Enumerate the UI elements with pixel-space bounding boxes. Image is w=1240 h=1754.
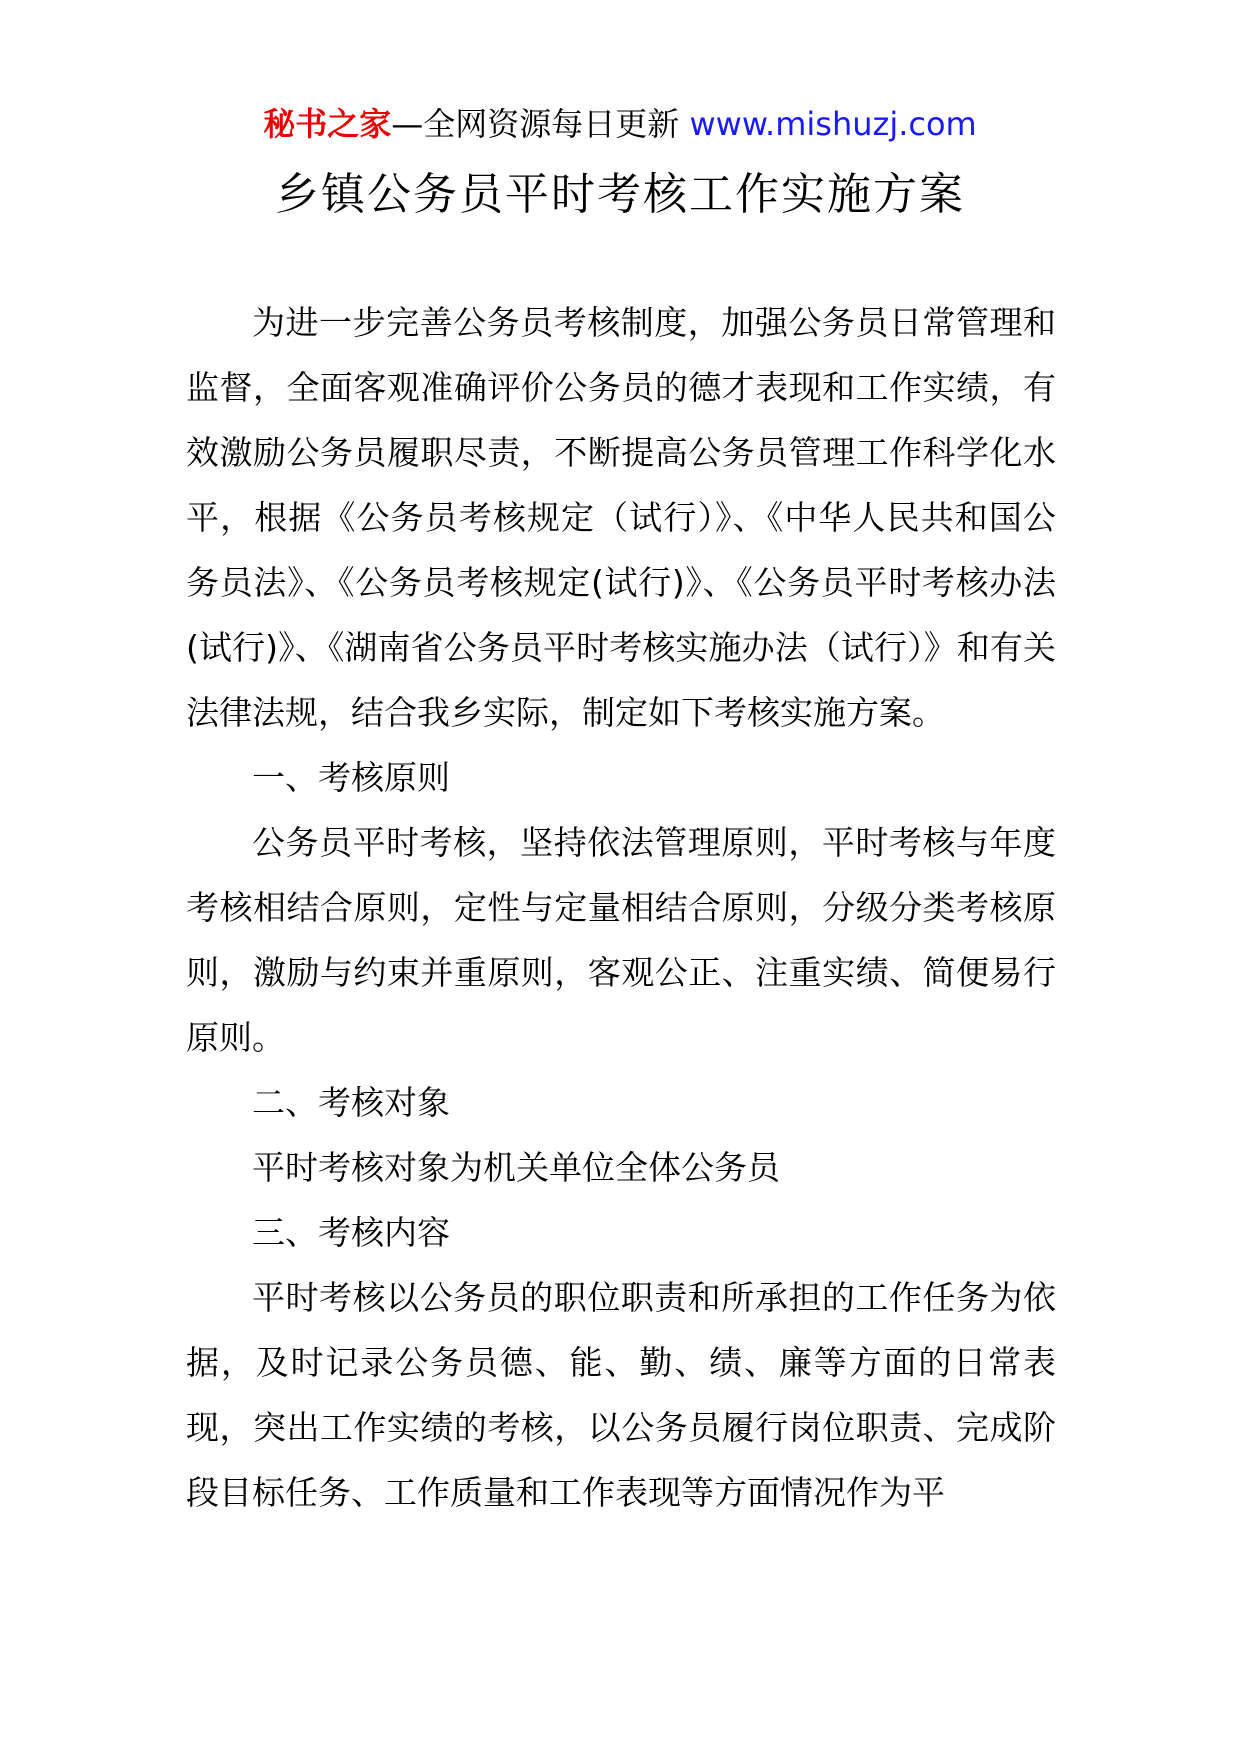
principles-paragraph: 公务员平时考核，坚持依法管理原则，平时考核与年度考核相结合原则，定性与定量相结合原则，分级分类考核原则，激励与约束并重原则，客观公正、注重实绩、简便易行原则。 bbox=[186, 823, 1056, 1057]
content-paragraph: 平时考核以公务员的职位职责和所承担的工作任务为依据，及时记录公务员德、能、勤、绩、廉等方面的日常表现，突出工作实绩的考核，以公务员履行岗位职责、完成阶段目标任务、工作质量和工作表现等方面情况作为平 bbox=[186, 1278, 1056, 1512]
section-heading-targets: 二、考核对象 bbox=[252, 1083, 450, 1122]
site-header bbox=[0, 100, 1240, 148]
intro-paragraph: 为进一步完善公务员考核制度，加强公务员日常管理和监督，全面客观准确评价公务员的德才表现和工作实绩，有效激励公务员履职尽责，不断提高公务员管理工作科学化水平，根据《公务员考核规定（试行）》、《中华人民共和国公务员法》、《公务员考核规定(试行)》、《公务员平时考核办法(试行)》、《湖南省公务员平时考核实施办法（试行）》和有关法律法规，结合我乡实际，制定如下考核实施方案。 bbox=[186, 303, 1056, 732]
site-url-link[interactable]: www.mishuzj.com bbox=[689, 105, 977, 143]
section-heading-principles: 一、考核原则 bbox=[252, 758, 450, 797]
site-slogan: —全网资源每日更新 bbox=[391, 105, 690, 143]
brand-name: 秘书之家 bbox=[263, 105, 392, 143]
section-heading-content: 三、考核内容 bbox=[252, 1213, 450, 1252]
document-title: 乡镇公务员平时考核工作实施方案 bbox=[275, 169, 965, 220]
targets-paragraph: 平时考核对象为机关单位全体公务员 bbox=[252, 1148, 780, 1187]
document-body bbox=[186, 290, 1056, 1525]
